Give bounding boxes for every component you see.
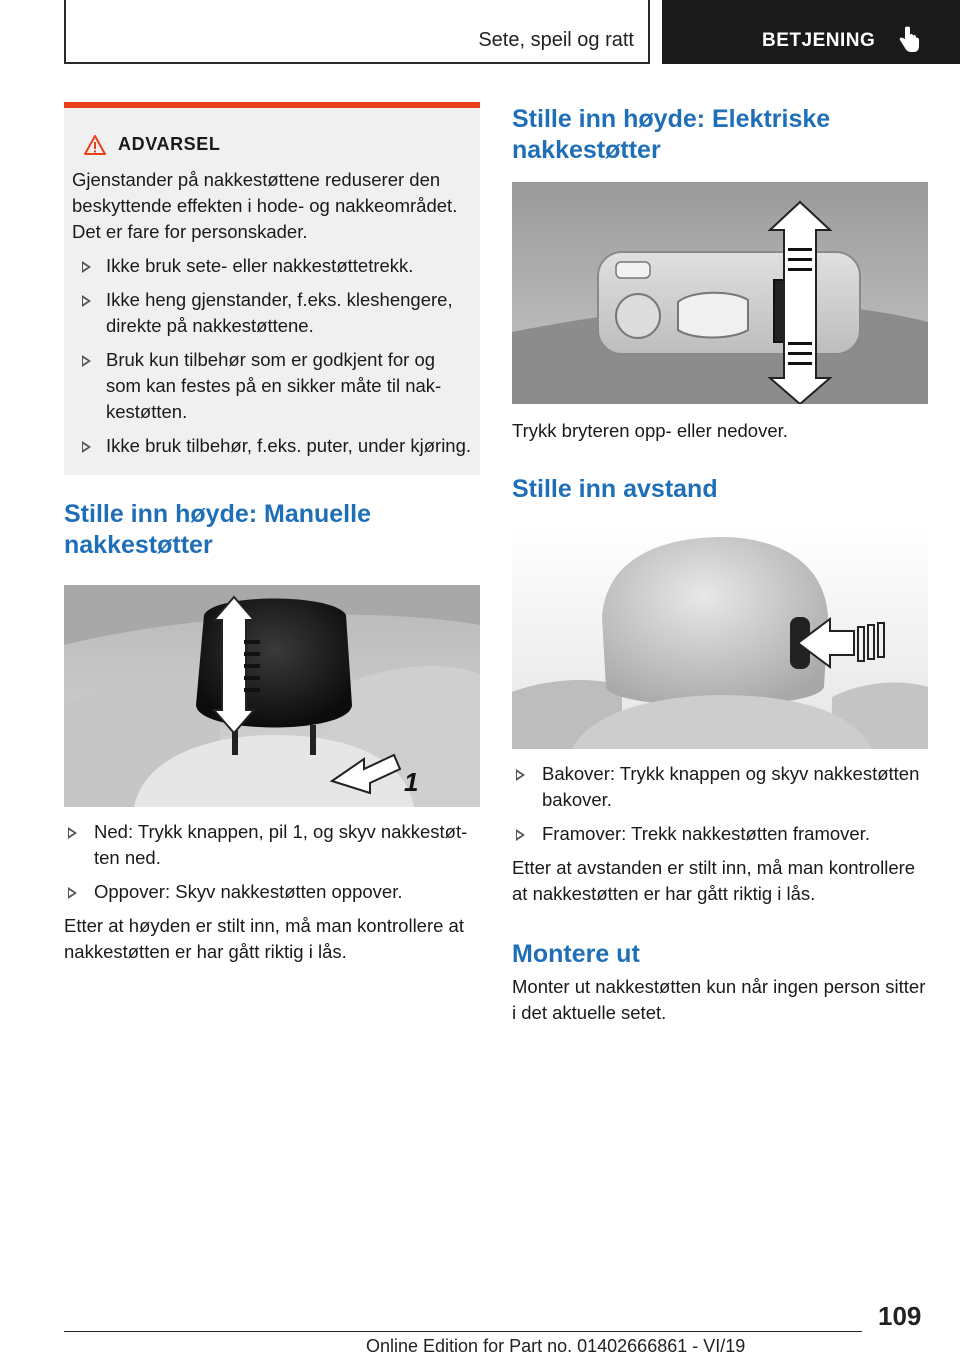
distance-list [512,761,928,847]
remove-text: Monter ut nakkestøtten kun når ingen person sitter i det aktuelle setet. [512,976,926,1023]
right-column [512,104,928,1026]
manual-headrest-heading: Stille inn høyde: Manuelle nakkestøtter [64,500,371,559]
electric-text: Trykk bryteren opp- eller nedover. [512,420,788,441]
manual-after-text: Etter at høyden er stilt inn, må man kontrollere at nakkestøtten er har gått riktig i lås. [64,915,464,962]
list-item: Ned: Trykk knappen, pil 1, og skyv nakkestøtten ned. [64,819,480,871]
bullet-triangle-icon [516,829,525,841]
warning-box [64,102,480,475]
manual-list [64,819,480,905]
pointing-hand-icon [898,26,920,54]
list-item: Framover: Trekk nakkestøtten framover. [512,821,928,847]
list-item: Oppover: Skyv nakkestøtten oppover. [64,879,480,905]
electric-switch-photo [512,182,928,404]
callout-number: 1 [404,767,419,797]
edition-text: Online Edition for Part no. 01402666861 - VI/19 [366,1336,746,1356]
list-item: Bakover: Trykk knappen og skyv nakkestøtten bakover. [512,761,928,813]
page-number: 109 [878,1301,922,1331]
section-title: Sete, speil og ratt [478,29,634,51]
distance-headrest-photo [512,527,928,749]
bullet-triangle-icon [82,261,91,273]
list-item: Bruk kun tilbehør som er godkjent for og som kan festes på en sikker måte til nakkestøtten. [72,347,472,425]
distance-after-text: Etter at avstanden er stilt inn, må man kontrollere at nakkestøtten er har gått riktig i lås. [512,857,916,904]
bullet-triangle-icon [68,827,77,839]
warning-triangle-icon [84,135,106,155]
header-section-box [64,0,650,64]
warning-header [84,134,472,155]
list-item: Ikke bruk sete- eller nakkestøttetrekk. [72,253,472,279]
distance-heading: Stille inn avstand [512,475,718,503]
bullet-triangle-icon [82,295,91,307]
bullet-triangle-icon [516,769,525,781]
warning-title: ADVARSEL [118,134,221,154]
bullet-triangle-icon [82,355,91,367]
list-item: Ikke bruk tilbehør, f.eks. puter, under kjøring. [72,433,472,459]
footer-divider [64,1331,862,1332]
warning-list [72,253,472,459]
manual-headrest-photo [64,585,480,807]
warning-text: Gjenstander på nakkestøttene reduserer den beskyttende effekten i hode- og nakkeområdet. Det er fare for personskader. [72,169,458,242]
electric-headrest-heading: Stille inn høyde: Elektriske nakkestøtter [512,105,831,164]
bullet-triangle-icon [68,887,77,899]
bullet-triangle-icon [82,441,91,453]
list-item: Ikke heng gjenstander, f.eks. kleshengere, direkte på nakkestøttene. [72,287,472,339]
header-chapter-tab[interactable] [662,0,960,64]
left-column [64,102,480,965]
remove-heading: Montere ut [512,940,640,968]
chapter-title: BETJENING [762,30,876,51]
